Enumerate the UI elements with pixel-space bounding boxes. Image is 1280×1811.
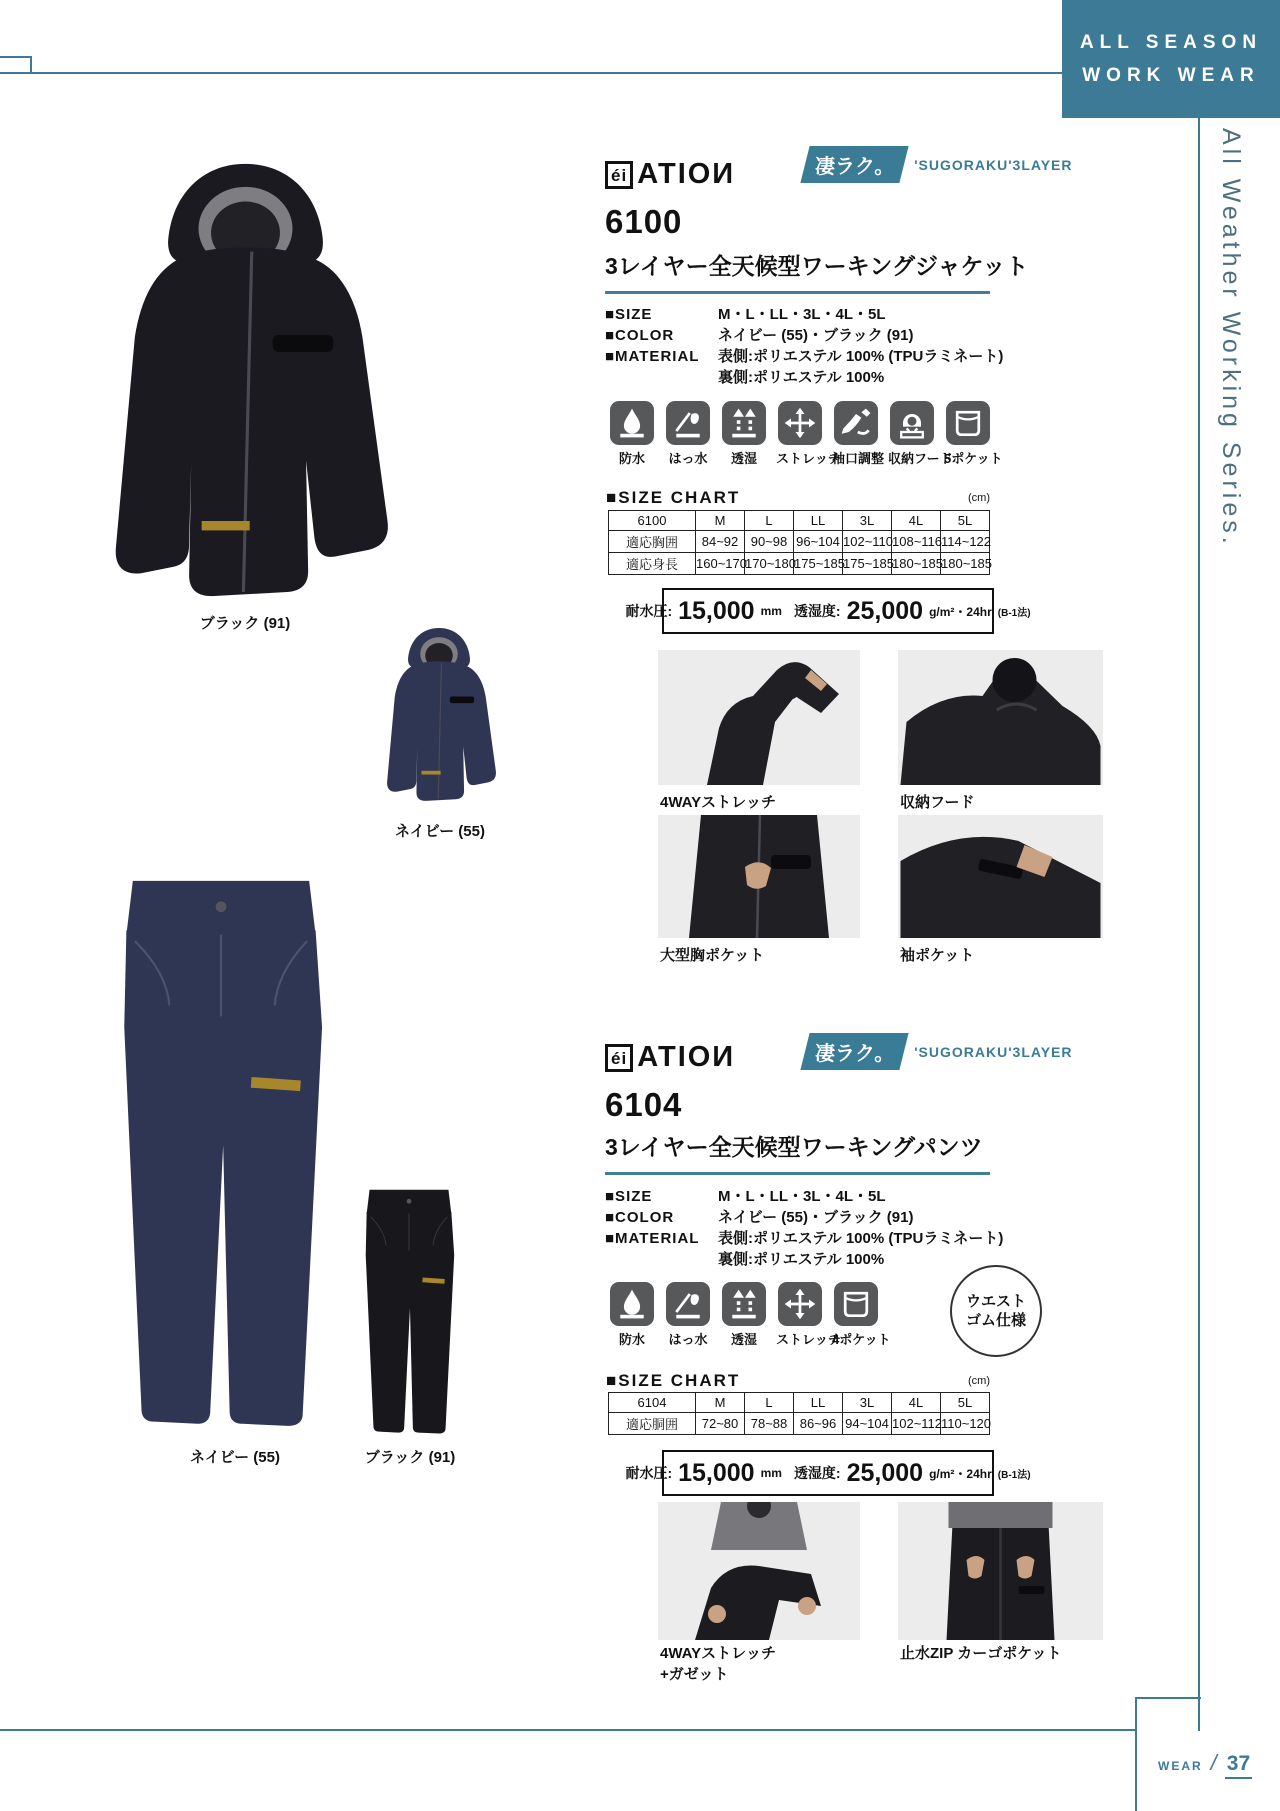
waist-elastic-note bbox=[950, 1265, 1042, 1357]
product-photo-pants-navy bbox=[92, 860, 350, 1435]
title-underline-6100 bbox=[605, 291, 990, 294]
brand-logo-name: ATIOИ bbox=[637, 1041, 736, 1073]
title-underline-6104 bbox=[605, 1172, 990, 1175]
breathability-rating-value: 25,000 bbox=[846, 596, 924, 625]
sugoraku-badge-jp: 凄ラク。 bbox=[800, 146, 908, 183]
performance-bar-6100 bbox=[625, 588, 1031, 634]
sugoraku-badge-6104 bbox=[805, 1033, 1072, 1070]
detail-photo-sleeve-pocket bbox=[898, 815, 1103, 938]
banner-line-2: WORK WEAR bbox=[1082, 65, 1260, 86]
breathable-icon bbox=[722, 401, 766, 445]
page-footer bbox=[1158, 1750, 1280, 1779]
spec-size-label: ■SIZE bbox=[605, 1188, 653, 1205]
corner-ornament-bottom-right-vertical bbox=[1135, 1697, 1137, 1811]
spec-size-value: M・L・LL・3L・4L・5L bbox=[718, 306, 886, 323]
brand-logo bbox=[605, 160, 735, 189]
color-caption-jacket-navy: ネイビー (55) bbox=[395, 823, 485, 840]
right-vertical-rule bbox=[1198, 118, 1200, 1731]
stretch-icon bbox=[778, 1282, 822, 1326]
detail-caption-hood: 収納フード bbox=[900, 794, 975, 811]
hood-storage-icon bbox=[890, 401, 934, 445]
pocket-icon bbox=[946, 401, 990, 445]
feature-stretch: ストレッチ bbox=[776, 401, 824, 467]
feature-stretch: ストレッチ bbox=[776, 1282, 824, 1348]
spec-color-row bbox=[605, 327, 1005, 345]
brand-logo-name: ATIOИ bbox=[637, 158, 736, 190]
all-season-banner bbox=[1062, 0, 1280, 118]
spec-material-label: ■MATERIAL bbox=[605, 348, 700, 365]
banner-line-1: ALL SEASON bbox=[1079, 32, 1263, 53]
spec-material-row bbox=[605, 1230, 1005, 1248]
stretch-icon bbox=[778, 401, 822, 445]
corner-ornament-bottom-right-top bbox=[1135, 1697, 1201, 1699]
waterproof-rating-unit: mm bbox=[760, 604, 782, 618]
spec-material-row bbox=[605, 348, 1005, 366]
detail-caption-zip-cargo: 止水ZIP カーゴポケット bbox=[900, 1645, 1062, 1662]
spec-color-value: ネイビー (55)・ブラック (91) bbox=[718, 1209, 914, 1226]
spec-list-6104 bbox=[605, 1188, 1005, 1272]
size-chart-6100 bbox=[608, 510, 990, 575]
product-photo-pants-black bbox=[350, 1183, 468, 1435]
color-caption-pants-navy: ネイビー (55) bbox=[190, 1449, 280, 1466]
color-caption-jacket-black: ブラック (91) bbox=[199, 615, 291, 632]
spec-list-6100 bbox=[605, 306, 1005, 390]
waterproof-rating-value: 15,000 bbox=[678, 1458, 755, 1487]
feature-icons-6104 bbox=[608, 1282, 891, 1348]
size-chart-header-row: 6100 M L LL 3L 4L 5L bbox=[609, 511, 990, 531]
spec-color-label: ■COLOR bbox=[605, 327, 675, 344]
feature-water-repellent: はっ水 bbox=[664, 401, 712, 467]
brand-logo-6104 bbox=[605, 1043, 735, 1072]
sugoraku-badge bbox=[805, 146, 1072, 183]
feature-water-repellent: はっ水 bbox=[664, 1282, 712, 1348]
size-chart-unit-6100: (cm) bbox=[968, 492, 990, 504]
spec-size-row bbox=[605, 1188, 1005, 1206]
waterproof-rating-unit: mm bbox=[760, 1466, 782, 1480]
feature-icons-6100 bbox=[608, 401, 1003, 467]
footer-separator: / bbox=[1210, 1750, 1217, 1775]
feature-waterproof: 防水 bbox=[608, 1282, 656, 1348]
series-vertical-text: All Weather Working Series. bbox=[1217, 128, 1245, 548]
waterproof-rating-label: 耐水圧: bbox=[625, 603, 673, 619]
cuff-adjust-icon bbox=[834, 401, 878, 445]
spec-size-row bbox=[605, 306, 1005, 324]
spec-color-label: ■COLOR bbox=[605, 1209, 675, 1226]
spec-size-label: ■SIZE bbox=[605, 306, 653, 323]
product-photo-jacket-black bbox=[68, 148, 423, 610]
feature-pockets: 4ポケット bbox=[832, 1282, 880, 1348]
size-chart-heading-6100: ■SIZE CHART bbox=[606, 488, 741, 507]
detail-photo-squat-stretch bbox=[658, 1502, 860, 1640]
detail-photo-zip-cargo-pocket bbox=[898, 1502, 1103, 1640]
brand-logo-box: éi bbox=[605, 161, 633, 189]
spec-material-label: ■MATERIAL bbox=[605, 1230, 700, 1247]
top-rule bbox=[0, 72, 1062, 74]
spec-size-value: M・L・LL・3L・4L・5L bbox=[718, 1188, 886, 1205]
corner-ornament-top-left bbox=[0, 56, 32, 73]
product-title-6104: 3レイヤー全天候型ワーキングパンツ bbox=[605, 1134, 983, 1160]
detail-photo-stretch bbox=[658, 650, 860, 785]
waterproof-icon bbox=[610, 1282, 654, 1326]
page-number: 37 bbox=[1225, 1752, 1252, 1779]
feature-breathable: 透湿 bbox=[720, 1282, 768, 1348]
feature-waterproof: 防水 bbox=[608, 401, 656, 467]
breathability-rating-note: (B-1法) bbox=[997, 1469, 1031, 1481]
breathability-rating-note: (B-1法) bbox=[997, 607, 1031, 619]
detail-caption-squat-stretch-1: 4WAYストレッチ bbox=[660, 1645, 776, 1662]
detail-photo-hood bbox=[898, 650, 1103, 785]
detail-caption-chest-pocket: 大型胸ポケット bbox=[660, 947, 765, 964]
pocket-icon bbox=[834, 1282, 878, 1326]
product-code-6104: 6104 bbox=[605, 1086, 683, 1123]
spec-material-value-1: 表側:ポリエステル 100% (TPUラミネート) bbox=[718, 1230, 1004, 1247]
bottom-rule bbox=[0, 1729, 1137, 1731]
detail-caption-sleeve-pocket: 袖ポケット bbox=[900, 947, 975, 964]
sugoraku-badge-jp: 凄ラク。 bbox=[800, 1033, 908, 1070]
waterproof-icon bbox=[610, 401, 654, 445]
spec-material-value-2: 裏側:ポリエステル 100% bbox=[718, 369, 885, 386]
color-caption-pants-black: ブラック (91) bbox=[364, 1449, 456, 1466]
breathability-rating-label: 透湿度: bbox=[793, 603, 841, 619]
detail-caption-stretch: 4WAYストレッチ bbox=[660, 794, 776, 811]
waterproof-rating-label: 耐水圧: bbox=[625, 1465, 673, 1481]
spec-material-value-2: 裏側:ポリエステル 100% bbox=[718, 1251, 885, 1268]
sugoraku-badge-en: 'SUGORAKU'3LAYER bbox=[914, 156, 1073, 173]
waist-note-line-2: ゴム仕様 bbox=[965, 1312, 1026, 1329]
spec-color-row bbox=[605, 1209, 1005, 1227]
breathability-rating-unit: g/m²・24hr bbox=[929, 1466, 992, 1481]
spec-material-row-2 bbox=[605, 1251, 1005, 1269]
sugoraku-badge-en: 'SUGORAKU'3LAYER bbox=[914, 1043, 1073, 1060]
product-photo-jacket-navy bbox=[368, 616, 510, 812]
detail-caption-squat-stretch-2: +ガゼット bbox=[660, 1666, 729, 1683]
spec-material-row-2 bbox=[605, 369, 1005, 387]
size-chart-waist-row: 適応胴囲 72~80 78~88 86~96 94~104 102~112 110~120 bbox=[609, 1413, 990, 1435]
detail-photo-chest-pocket bbox=[658, 815, 860, 938]
brand-logo-box: éi bbox=[605, 1044, 633, 1072]
breathable-icon bbox=[722, 1282, 766, 1326]
water-repellent-icon bbox=[666, 1282, 710, 1326]
product-code-6100: 6100 bbox=[605, 203, 683, 240]
water-repellent-icon bbox=[666, 401, 710, 445]
breathability-rating-label: 透湿度: bbox=[793, 1465, 841, 1481]
size-chart-heading-6104: ■SIZE CHART bbox=[606, 1371, 741, 1390]
performance-bar-6104 bbox=[625, 1450, 1031, 1496]
spec-material-value-1: 表側:ポリエステル 100% (TPUラミネート) bbox=[718, 348, 1004, 365]
size-chart-unit-6104: (cm) bbox=[968, 1375, 990, 1387]
feature-breathable: 透湿 bbox=[720, 401, 768, 467]
product-title-6100: 3レイヤー全天候型ワーキングジャケット bbox=[605, 253, 1029, 279]
feature-pockets: 5ポケット bbox=[944, 401, 992, 467]
spec-color-value: ネイビー (55)・ブラック (91) bbox=[718, 327, 914, 344]
size-chart-chest-row: 適応胸囲 84~92 90~98 96~104 102~110 108~116 114~122 bbox=[609, 531, 990, 553]
feature-hood-storage: 収納フード bbox=[888, 401, 936, 467]
waterproof-rating-value: 15,000 bbox=[678, 596, 755, 625]
breathability-rating-unit: g/m²・24hr bbox=[929, 604, 992, 619]
breathability-rating-value: 25,000 bbox=[846, 1458, 924, 1487]
footer-section-label: WEAR bbox=[1158, 1759, 1203, 1773]
size-chart-header-row: 6104 M L LL 3L 4L 5L bbox=[609, 1393, 990, 1413]
feature-cuff-adjust: 袖口調整 bbox=[832, 401, 880, 467]
waist-note-line-1: ウエスト bbox=[965, 1293, 1026, 1310]
size-chart-6104 bbox=[608, 1392, 990, 1435]
size-chart-height-row: 適応身長 160~170 170~180 175~185 175~185 180~185 180~185 bbox=[609, 553, 990, 575]
